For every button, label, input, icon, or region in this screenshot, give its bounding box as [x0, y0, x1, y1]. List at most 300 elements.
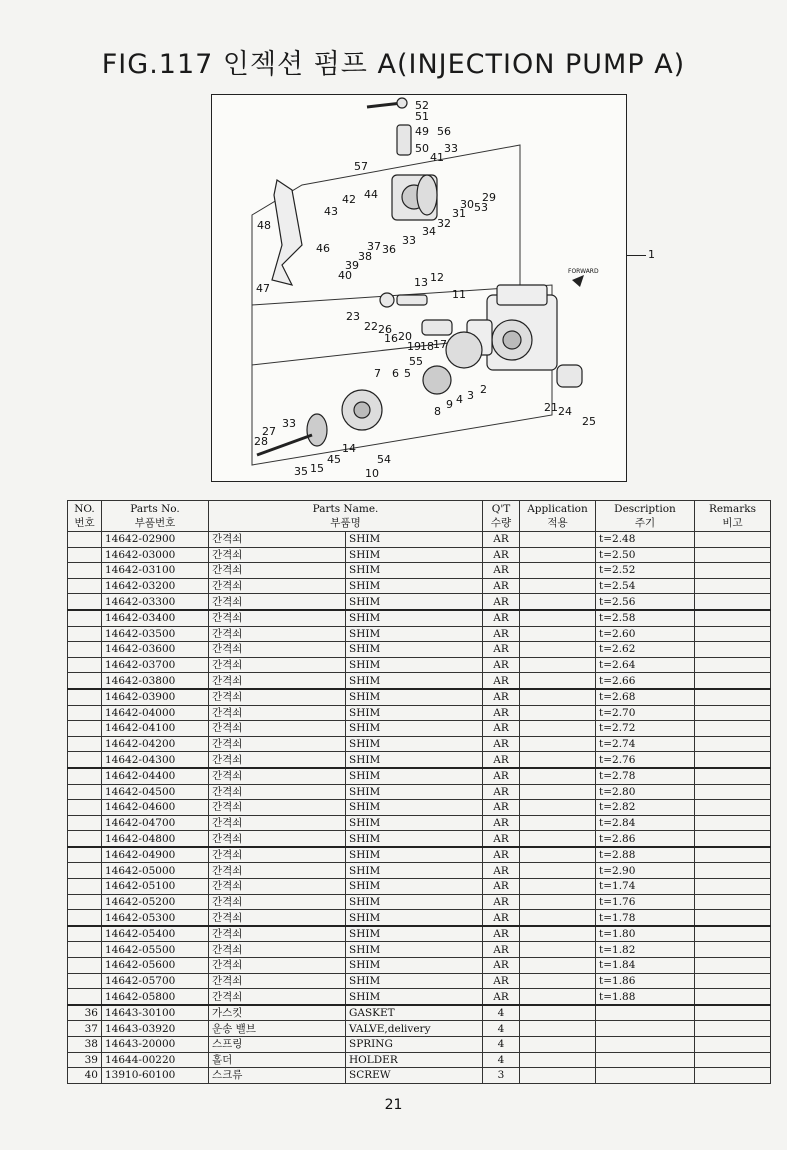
description: t=2.80 [596, 784, 695, 800]
description: t=2.48 [596, 532, 695, 548]
part-name-en: SHIM [346, 563, 483, 579]
callout-23: 23 [346, 310, 360, 323]
description: t=2.52 [596, 563, 695, 579]
table-row [68, 657, 771, 673]
part-name-en: SHIM [346, 642, 483, 658]
part-name-kr: 스프링 [209, 1037, 346, 1053]
callout-16: 16 [384, 332, 398, 345]
callout-11: 11 [452, 288, 466, 301]
part-name-kr: 가스킷 [209, 1005, 346, 1021]
quantity: AR [483, 847, 520, 863]
remarks [695, 784, 771, 800]
application [520, 657, 596, 673]
part-name-kr: 간격쇠 [209, 673, 346, 689]
part-number: 14643-03920 [102, 1021, 209, 1037]
part-name-en: SHIM [346, 610, 483, 626]
table-row [68, 768, 771, 784]
description: t=1.78 [596, 910, 695, 926]
remarks [695, 642, 771, 658]
remarks [695, 626, 771, 642]
table-row [68, 784, 771, 800]
callout-39: 39 [345, 259, 359, 272]
table-row [68, 879, 771, 895]
table-row [68, 736, 771, 752]
table-row [68, 752, 771, 768]
description [596, 1021, 695, 1037]
part-number: 14642-05400 [102, 926, 209, 942]
table-row [68, 547, 771, 563]
part-name-kr: 간격쇠 [209, 626, 346, 642]
table-row [68, 705, 771, 721]
application [520, 610, 596, 626]
part-name-en: SHIM [346, 532, 483, 548]
part-name-kr: 간격쇠 [209, 831, 346, 847]
part-name-en: SHIM [346, 736, 483, 752]
callout-33b: 33 [282, 417, 296, 430]
part-name-kr: 간격쇠 [209, 973, 346, 989]
col-parts-name: Parts Name. 부품명 [209, 501, 483, 532]
remarks [695, 689, 771, 705]
parts-table [67, 500, 771, 1084]
table-row [68, 673, 771, 689]
part-name-kr: 간격쇠 [209, 768, 346, 784]
table-row [68, 1037, 771, 1053]
callout-34: 34 [422, 225, 436, 238]
exploded-diagram [211, 94, 627, 482]
row-number [68, 532, 102, 548]
part-name-en: SHIM [346, 768, 483, 784]
application [520, 626, 596, 642]
part-name-en: SHIM [346, 578, 483, 594]
quantity: 4 [483, 1021, 520, 1037]
part-number: 14642-03000 [102, 547, 209, 563]
callout-54: 54 [377, 453, 391, 466]
part-number: 14642-05700 [102, 973, 209, 989]
quantity: 4 [483, 1037, 520, 1053]
row-number [68, 752, 102, 768]
callout-24: 24 [558, 405, 572, 418]
remarks [695, 610, 771, 626]
application [520, 1037, 596, 1053]
table-row [68, 989, 771, 1005]
col-remarks: Remarks 비고 [695, 501, 771, 532]
row-number [68, 863, 102, 879]
description: t=2.90 [596, 863, 695, 879]
part-name-kr: 간격쇠 [209, 989, 346, 1005]
remarks [695, 1068, 771, 1084]
part-name-kr: 간격쇠 [209, 926, 346, 942]
callout-53: 53 [474, 201, 488, 214]
part-name-kr: 간격쇠 [209, 578, 346, 594]
callout-40: 40 [338, 269, 352, 282]
part-number: 14642-05800 [102, 989, 209, 1005]
row-number [68, 578, 102, 594]
remarks [695, 989, 771, 1005]
quantity: AR [483, 894, 520, 910]
callout-46: 46 [316, 242, 330, 255]
callout-20: 20 [398, 330, 412, 343]
part-name-kr: 간격쇠 [209, 752, 346, 768]
part-name-en: SHIM [346, 910, 483, 926]
description: t=1.76 [596, 894, 695, 910]
part-number: 14642-03200 [102, 578, 209, 594]
remarks [695, 1021, 771, 1037]
application [520, 784, 596, 800]
part-number: 14642-04900 [102, 847, 209, 863]
description: t=2.88 [596, 847, 695, 863]
application [520, 847, 596, 863]
part-name-kr: 간격쇠 [209, 657, 346, 673]
part-number: 14642-05600 [102, 958, 209, 974]
row-number [68, 847, 102, 863]
part-number: 14642-04800 [102, 831, 209, 847]
part-name-en: SHIM [346, 879, 483, 895]
description [596, 1052, 695, 1068]
part-number: 14642-04200 [102, 736, 209, 752]
table-row [68, 594, 771, 610]
application [520, 958, 596, 974]
description: t=2.66 [596, 673, 695, 689]
table-row [68, 626, 771, 642]
quantity: 4 [483, 1005, 520, 1021]
part-name-kr: 간격쇠 [209, 736, 346, 752]
part-name-kr: 간격쇠 [209, 594, 346, 610]
remarks [695, 532, 771, 548]
part-name-kr: 간격쇠 [209, 863, 346, 879]
part-number: 14642-03800 [102, 673, 209, 689]
application [520, 532, 596, 548]
description: t=2.76 [596, 752, 695, 768]
row-number [68, 563, 102, 579]
remarks [695, 879, 771, 895]
table-row [68, 831, 771, 847]
callout-49: 49 [415, 125, 429, 138]
application [520, 800, 596, 816]
description: t=2.50 [596, 547, 695, 563]
part-number: 14642-05500 [102, 942, 209, 958]
part-name-kr: 간격쇠 [209, 689, 346, 705]
quantity: AR [483, 736, 520, 752]
quantity: AR [483, 610, 520, 626]
part-name-en: SHIM [346, 705, 483, 721]
part-name-kr: 간격쇠 [209, 563, 346, 579]
part-name-en: SHIM [346, 547, 483, 563]
col-application: Application 적용 [520, 501, 596, 532]
remarks [695, 958, 771, 974]
application [520, 1068, 596, 1084]
application [520, 910, 596, 926]
application [520, 1005, 596, 1021]
row-number [68, 689, 102, 705]
row-number [68, 815, 102, 831]
part-name-en: HOLDER [346, 1052, 483, 1068]
application [520, 578, 596, 594]
callout-56: 56 [437, 125, 451, 138]
part-name-en: SHIM [346, 626, 483, 642]
callout-51: 51 [415, 110, 429, 123]
page-number: 21 [384, 1097, 403, 1113]
part-number: 14642-03400 [102, 610, 209, 626]
col-qt: Q'T 수량 [483, 501, 520, 532]
table-row [68, 532, 771, 548]
part-name-en: SHIM [346, 784, 483, 800]
part-number: 14642-05100 [102, 879, 209, 895]
remarks [695, 847, 771, 863]
description: t=2.84 [596, 815, 695, 831]
table-row [68, 910, 771, 926]
quantity: AR [483, 547, 520, 563]
quantity: AR [483, 831, 520, 847]
description: t=2.72 [596, 721, 695, 737]
table-row [68, 847, 771, 863]
part-name-en: SHIM [346, 847, 483, 863]
callout-30: 30 [460, 198, 474, 211]
part-number: 14642-04000 [102, 705, 209, 721]
table-row [68, 863, 771, 879]
part-name-kr: 간격쇠 [209, 721, 346, 737]
application [520, 673, 596, 689]
table-row [68, 1052, 771, 1068]
quantity: AR [483, 594, 520, 610]
part-name-en: SHIM [346, 894, 483, 910]
remarks [695, 736, 771, 752]
callout-17: 17 [433, 338, 447, 351]
col-parts-no: Parts No. 부품번호 [102, 501, 209, 532]
part-name-en: VALVE,delivery [346, 1021, 483, 1037]
part-name-kr: 홀더 [209, 1052, 346, 1068]
part-number: 14642-02900 [102, 532, 209, 548]
callout-12: 12 [430, 271, 444, 284]
row-number [68, 610, 102, 626]
part-name-en: SHIM [346, 973, 483, 989]
table-row [68, 894, 771, 910]
application [520, 768, 596, 784]
part-name-kr: 간격쇠 [209, 642, 346, 658]
description [596, 1068, 695, 1084]
remarks [695, 926, 771, 942]
part-name-kr: 간격쇠 [209, 879, 346, 895]
part-name-kr: 간격쇠 [209, 800, 346, 816]
description: t=2.82 [596, 800, 695, 816]
callout-13: 13 [414, 276, 428, 289]
description: t=1.74 [596, 879, 695, 895]
callout-9: 9 [446, 398, 453, 411]
table-row [68, 578, 771, 594]
callout-31: 31 [452, 207, 466, 220]
col-no: NO. 번호 [68, 501, 102, 532]
description: t=2.74 [596, 736, 695, 752]
callout-4: 4 [456, 393, 463, 406]
application [520, 563, 596, 579]
table-row [68, 815, 771, 831]
application [520, 705, 596, 721]
row-number [68, 768, 102, 784]
row-number [68, 910, 102, 926]
part-number: 14642-03700 [102, 657, 209, 673]
part-name-en: SHIM [346, 926, 483, 942]
part-name-kr: 운송 밸브 [209, 1021, 346, 1037]
remarks [695, 910, 771, 926]
description: t=1.88 [596, 989, 695, 1005]
quantity: 3 [483, 1068, 520, 1084]
callout-10: 10 [365, 467, 379, 480]
quantity: AR [483, 815, 520, 831]
remarks [695, 1052, 771, 1068]
application [520, 721, 596, 737]
callout-6: 6 [392, 367, 399, 380]
callout-38: 38 [358, 250, 372, 263]
row-number [68, 926, 102, 942]
table-row [68, 642, 771, 658]
description: t=1.80 [596, 926, 695, 942]
remarks [695, 815, 771, 831]
callout-41: 41 [430, 151, 444, 164]
part-name-en: GASKET [346, 1005, 483, 1021]
exploded-diagram-drawing [212, 95, 626, 481]
row-number [68, 800, 102, 816]
part-number: 14642-04700 [102, 815, 209, 831]
quantity: AR [483, 973, 520, 989]
row-number: 40 [68, 1068, 102, 1084]
description: t=2.64 [596, 657, 695, 673]
quantity: 4 [483, 1052, 520, 1068]
description: t=1.82 [596, 942, 695, 958]
description: t=2.60 [596, 626, 695, 642]
callout-47: 47 [256, 282, 270, 295]
part-name-kr: 간격쇠 [209, 910, 346, 926]
forward-label: FORWARD [568, 268, 599, 275]
part-name-en: SCREW [346, 1068, 483, 1084]
application [520, 752, 596, 768]
callout-36: 36 [382, 243, 396, 256]
part-number: 14644-00220 [102, 1052, 209, 1068]
description: t=1.86 [596, 973, 695, 989]
remarks [695, 894, 771, 910]
remarks [695, 705, 771, 721]
part-name-en: SHIM [346, 800, 483, 816]
row-number [68, 594, 102, 610]
remarks [695, 578, 771, 594]
row-number [68, 626, 102, 642]
application [520, 547, 596, 563]
callout-18: 18 [420, 340, 434, 353]
part-name-en: SHIM [346, 942, 483, 958]
application [520, 863, 596, 879]
part-name-kr: 스크류 [209, 1068, 346, 1084]
quantity: AR [483, 926, 520, 942]
callout-25: 25 [582, 415, 596, 428]
part-name-en: SHIM [346, 721, 483, 737]
part-number: 14642-03300 [102, 594, 209, 610]
quantity: AR [483, 657, 520, 673]
remarks [695, 563, 771, 579]
row-number: 38 [68, 1037, 102, 1053]
remarks [695, 831, 771, 847]
application [520, 894, 596, 910]
table-row [68, 1068, 771, 1084]
quantity: AR [483, 752, 520, 768]
callout-44: 44 [364, 188, 378, 201]
callout-29: 29 [482, 191, 496, 204]
callout-33a: 33 [444, 142, 458, 155]
part-number: 14642-05000 [102, 863, 209, 879]
callout-28: 28 [254, 435, 268, 448]
part-number: 14642-04600 [102, 800, 209, 816]
description [596, 1005, 695, 1021]
description: t=2.56 [596, 594, 695, 610]
callout-7: 7 [374, 367, 381, 380]
remarks [695, 721, 771, 737]
part-name-en: SHIM [346, 863, 483, 879]
row-number [68, 942, 102, 958]
row-number [68, 705, 102, 721]
remarks [695, 800, 771, 816]
quantity: AR [483, 879, 520, 895]
table-row [68, 610, 771, 626]
part-number: 14642-04300 [102, 752, 209, 768]
description: t=2.86 [596, 831, 695, 847]
callout-21: 21 [544, 401, 558, 414]
callout-33: 33 [402, 234, 416, 247]
table-row [68, 926, 771, 942]
row-number: 37 [68, 1021, 102, 1037]
part-name-kr: 간격쇠 [209, 815, 346, 831]
table-row [68, 958, 771, 974]
application [520, 689, 596, 705]
quantity: AR [483, 942, 520, 958]
remarks [695, 768, 771, 784]
callout-14: 14 [342, 442, 356, 455]
application [520, 973, 596, 989]
quantity: AR [483, 642, 520, 658]
table-row [68, 942, 771, 958]
callout-50: 50 [415, 142, 429, 155]
row-number [68, 642, 102, 658]
table-row [68, 1021, 771, 1037]
part-name-en: SHIM [346, 831, 483, 847]
part-number: 13910-60100 [102, 1068, 209, 1084]
part-number: 14642-04500 [102, 784, 209, 800]
remarks [695, 863, 771, 879]
row-number [68, 736, 102, 752]
quantity: AR [483, 863, 520, 879]
description: t=1.84 [596, 958, 695, 974]
description: t=2.78 [596, 768, 695, 784]
remarks [695, 942, 771, 958]
quantity: AR [483, 578, 520, 594]
row-number [68, 879, 102, 895]
callout-15: 15 [310, 462, 324, 475]
callout-32: 32 [437, 217, 451, 230]
part-name-kr: 간격쇠 [209, 532, 346, 548]
part-number: 14642-03100 [102, 563, 209, 579]
quantity: AR [483, 784, 520, 800]
callout-19: 19 [407, 340, 421, 353]
quantity: AR [483, 958, 520, 974]
callout-57: 57 [354, 160, 368, 173]
remarks [695, 752, 771, 768]
application [520, 815, 596, 831]
description: t=2.62 [596, 642, 695, 658]
description: t=2.58 [596, 610, 695, 626]
part-number: 14642-05200 [102, 894, 209, 910]
part-number: 14643-20000 [102, 1037, 209, 1053]
description: t=2.68 [596, 689, 695, 705]
part-name-kr: 간격쇠 [209, 705, 346, 721]
row-number [68, 989, 102, 1005]
part-name-kr: 간격쇠 [209, 847, 346, 863]
part-name-kr: 간격쇠 [209, 547, 346, 563]
